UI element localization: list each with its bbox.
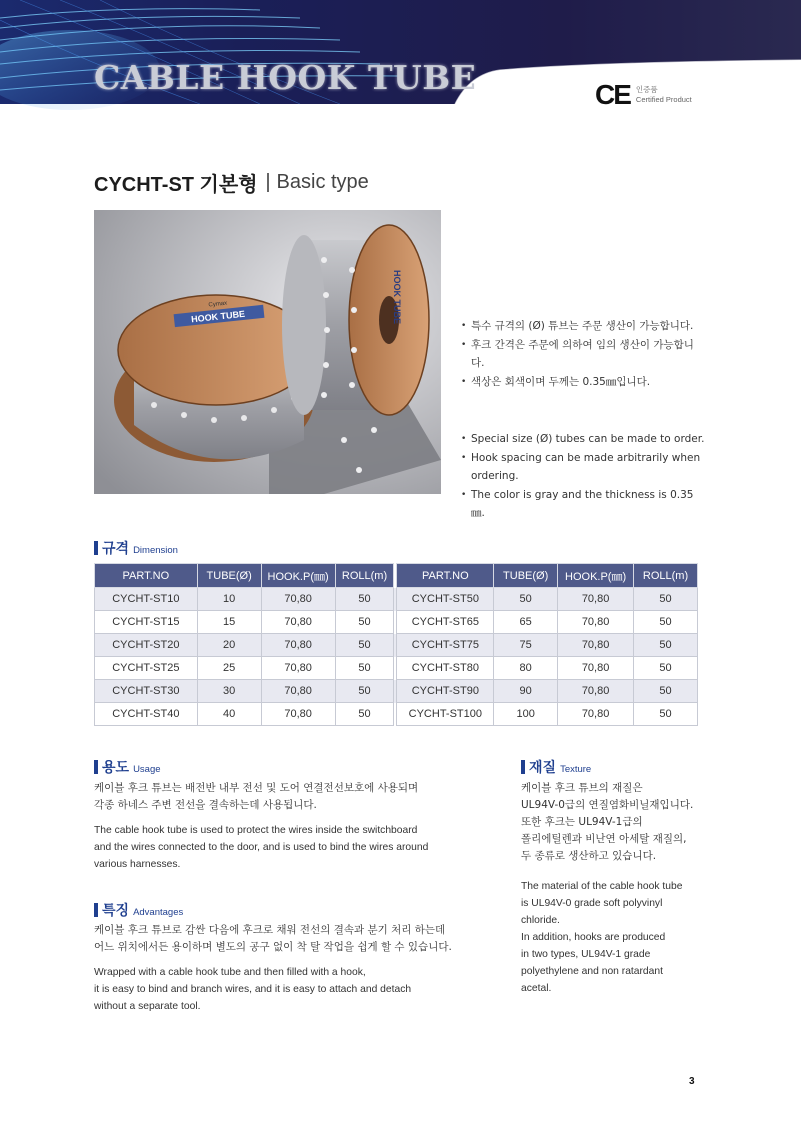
section-title-ko: 규격 xyxy=(102,541,130,557)
section-title-ko: 용도 xyxy=(102,760,130,776)
section-title-en: Usage xyxy=(133,764,161,775)
table-row xyxy=(95,588,698,611)
table-cell: 20 xyxy=(197,634,261,657)
texture-heading xyxy=(521,757,591,777)
text-line: 폴리에틸렌과 비난연 아세탈 재질의, xyxy=(521,833,687,845)
table-cell: 10 xyxy=(197,588,261,611)
page-number: 3 xyxy=(689,1076,695,1087)
section-bar xyxy=(521,760,525,774)
text-line: 또한 후크는 UL94V-1급의 xyxy=(521,816,643,828)
text-line: 케이블 후크 튜브로 감싼 다음에 후크로 채워 전선의 결속과 분기 처리 하는데 xyxy=(94,924,446,936)
column-header: HOOK.P(㎜) xyxy=(558,564,634,588)
table-row xyxy=(95,611,698,634)
table-cell: 70,80 xyxy=(261,703,335,726)
section-bar xyxy=(94,760,98,774)
text-line: In addition, hooks are produced xyxy=(521,932,666,943)
text-line: in two types, UL94V-1 grade xyxy=(521,949,651,960)
features-ko-list xyxy=(461,317,701,391)
text-line: without a separate tool. xyxy=(94,1001,201,1012)
ce-mark-icon: CE xyxy=(595,79,630,110)
section-title-ko: 특징 xyxy=(102,903,130,919)
usage-heading xyxy=(94,757,161,777)
advantages-heading xyxy=(94,900,183,920)
column-header: TUBE(Ø) xyxy=(494,564,558,588)
product-type: Basic type xyxy=(276,171,369,193)
table-cell: 70,80 xyxy=(261,588,335,611)
table-cell: 50 xyxy=(335,680,394,703)
product-photo xyxy=(94,210,441,494)
product-heading xyxy=(94,168,369,197)
certification-label xyxy=(636,85,692,105)
text-line: 각종 하네스 주변 전선을 결속하는데 사용됩니다. xyxy=(94,799,317,811)
table-row xyxy=(95,680,698,703)
table-cell: 70,80 xyxy=(558,657,634,680)
table-cell: CYCHT-ST30 xyxy=(95,680,198,703)
table-cell: 90 xyxy=(494,680,558,703)
section-bar xyxy=(94,541,98,555)
table-cell: 50 xyxy=(335,657,394,680)
list-item: • Special size (Ø) tubes can be made to order. xyxy=(461,430,706,449)
text-line: is UL94V-0 grade soft polyvinyl xyxy=(521,898,663,909)
table-row xyxy=(95,634,698,657)
texture-en-text xyxy=(521,878,711,997)
text-line: The material of the cable hook tube xyxy=(521,881,683,892)
table-cell: 70,80 xyxy=(261,634,335,657)
dimension-heading xyxy=(94,538,178,558)
table-cell: 50 xyxy=(335,588,394,611)
cert-label-en: Certified Product xyxy=(635,95,692,104)
features-en-list xyxy=(461,430,706,523)
table-cell: CYCHT-ST75 xyxy=(397,634,494,657)
text-line: Wrapped with a cable hook tube and then filled with a hook, xyxy=(94,967,366,978)
table-cell: 50 xyxy=(335,611,394,634)
table-cell: 50 xyxy=(634,680,698,703)
table-cell: CYCHT-ST40 xyxy=(95,703,198,726)
title-divider xyxy=(267,173,269,192)
text-line: 케이블 후크 튜브는 배전반 내부 전선 및 도어 연결전선보호에 사용되며 xyxy=(94,782,419,794)
table-cell: 50 xyxy=(634,634,698,657)
table-cell: 30 xyxy=(197,680,261,703)
table-cell: 70,80 xyxy=(558,611,634,634)
table-cell: CYCHT-ST25 xyxy=(95,657,198,680)
text-line: polyethylene and non ratardant xyxy=(521,966,663,977)
table-cell: 50 xyxy=(335,634,394,657)
table-cell: CYCHT-ST80 xyxy=(397,657,494,680)
usage-en-text xyxy=(94,822,494,873)
dimension-table xyxy=(94,563,698,726)
table-cell: 50 xyxy=(634,657,698,680)
table-header-row xyxy=(95,564,698,588)
table-cell: 70,80 xyxy=(261,611,335,634)
advantages-en-text xyxy=(94,964,504,1015)
table-cell: CYCHT-ST15 xyxy=(95,611,198,634)
table-cell: 25 xyxy=(197,657,261,680)
table-cell: 70,80 xyxy=(558,634,634,657)
list-item: • The color is gray and the thickness is 0.35㎜. xyxy=(461,486,706,523)
text-line: and the wires connected to the door, and is used to bind the wires around xyxy=(94,842,429,853)
column-header: PART.NO xyxy=(397,564,494,588)
section-title-en: Texture xyxy=(560,764,592,775)
table-cell: 50 xyxy=(335,703,394,726)
reel-side-text: HOOK TUBE xyxy=(392,270,402,324)
text-line: The cable hook tube is used to protect the wires inside the switchboard xyxy=(94,825,418,836)
text-line: 케이블 후크 튜브의 재질은 xyxy=(521,782,643,794)
column-header: TUBE(Ø) xyxy=(197,564,261,588)
table-cell: 50 xyxy=(494,588,558,611)
section-title-en: Dimension xyxy=(133,545,178,556)
table-cell: 75 xyxy=(494,634,558,657)
list-item: • Hook spacing can be made arbitrarily when ordering. xyxy=(461,449,706,486)
certification-badge xyxy=(595,80,692,110)
table-cell: CYCHT-ST20 xyxy=(95,634,198,657)
table-cell: CYCHT-ST65 xyxy=(397,611,494,634)
table-cell: CYCHT-ST50 xyxy=(397,588,494,611)
table-cell: CYCHT-ST100 xyxy=(397,703,494,726)
section-title-en: Advantages xyxy=(133,907,184,918)
page-title: CABLE HOOK TUBE xyxy=(94,58,477,97)
texture-ko-text xyxy=(521,780,711,865)
text-line: acetal. xyxy=(521,983,552,994)
table-cell: CYCHT-ST10 xyxy=(95,588,198,611)
table-cell: 70,80 xyxy=(558,703,634,726)
table-row xyxy=(95,703,698,726)
table-cell: 50 xyxy=(634,703,698,726)
column-header: ROLL(m) xyxy=(634,564,698,588)
table-cell: 15 xyxy=(197,611,261,634)
table-cell: 70,80 xyxy=(558,680,634,703)
table-cell: 50 xyxy=(634,611,698,634)
table-cell: 80 xyxy=(494,657,558,680)
text-line: 두 종류로 생산하고 있습니다. xyxy=(521,850,657,862)
table-cell: 70,80 xyxy=(558,588,634,611)
product-code: CYCHT-ST 기본형 xyxy=(94,174,258,196)
column-header: ROLL(m) xyxy=(335,564,394,588)
table-row xyxy=(95,657,698,680)
table-cell: 65 xyxy=(494,611,558,634)
list-item: • 특수 규격의 (Ø) 튜브는 주문 생산이 가능합니다. xyxy=(461,317,701,336)
text-line: it is easy to bind and branch wires, and it is easy to attach and detach xyxy=(94,984,412,995)
table-cell: 100 xyxy=(494,703,558,726)
column-header: PART.NO xyxy=(95,564,198,588)
cert-label-ko: 인증품 xyxy=(635,84,658,94)
text-line: various harnesses. xyxy=(94,859,181,870)
reel-label-text: HOOK TUBE xyxy=(190,308,246,325)
table-cell: 40 xyxy=(197,703,261,726)
column-header: HOOK.P(㎜) xyxy=(261,564,335,588)
reel-brand-text: Cymax xyxy=(208,300,228,309)
list-item: • 후크 간격은 주문에 의하여 임의 생산이 가능합니다. xyxy=(461,336,701,373)
list-item: • 색상은 회색이며 두께는 0.35㎜입니다. xyxy=(461,373,701,392)
text-line: 어느 위치에서든 용이하며 별도의 공구 없이 착 탈 작업을 쉽게 할 수 있습니다. xyxy=(94,941,452,953)
text-line: chloride. xyxy=(521,915,560,926)
table-cell: 70,80 xyxy=(261,680,335,703)
advantages-ko-text xyxy=(94,922,504,956)
table-cell: 70,80 xyxy=(261,657,335,680)
table-cell: 50 xyxy=(634,588,698,611)
table-cell: CYCHT-ST90 xyxy=(397,680,494,703)
section-bar xyxy=(94,903,98,917)
section-title-ko: 재질 xyxy=(529,760,557,776)
text-line: UL94V-0급의 연질염화비닐재입니다. xyxy=(521,799,694,811)
usage-ko-text xyxy=(94,780,494,814)
